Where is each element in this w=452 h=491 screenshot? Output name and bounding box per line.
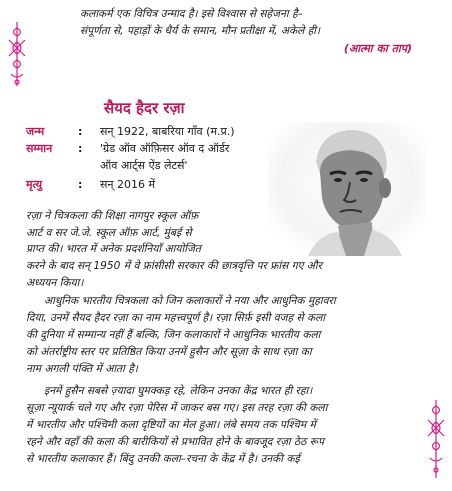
para-line: को अंतर्राष्ट्रीय स्तर पर प्रतिष्ठित किया उनमें हुसैन और सूज़ा के साथ रज़ा का bbox=[26, 346, 312, 358]
body-paragraph-2 bbox=[26, 383, 422, 468]
para-line: में भारतीय और पश्चिमी कला दृष्टियों का मेल हुआ। लंबे समय तक पश्चिम में bbox=[26, 419, 316, 431]
intro-paragraph-continued bbox=[26, 258, 422, 291]
death-label: मृत्यु bbox=[26, 178, 43, 191]
decorative-ornament-top-left bbox=[6, 20, 28, 88]
para-line: रहने और वहाँ की कला की बारीकियों से प्रभावित होने के बावजूद रज़ा ठेठ रूप bbox=[26, 436, 324, 448]
para-line: की दुनिया में सम्मान्य नहीं हैं बल्कि, जिन कलाकारों ने आधुनिक भारतीय कला bbox=[26, 329, 321, 341]
honor-value-continued: ऑव आर्ट्स ऐंड लेटर्स' bbox=[100, 159, 188, 172]
honor-value: 'ग्रेड ऑव ऑफ़िसर ऑव द ऑर्डर bbox=[100, 142, 230, 155]
quote-source: (आत्मा का ताप) bbox=[343, 42, 412, 55]
body-paragraph-1 bbox=[26, 293, 422, 378]
colon: : bbox=[78, 125, 83, 138]
bio-honor-row bbox=[26, 141, 229, 156]
birth-value: सन् 1922, बाबरिया गाँव (म.प्र.) bbox=[100, 125, 235, 138]
intro-line: रज़ा ने चित्रकला की शिक्षा नागपुर स्कूल ऑफ़ bbox=[26, 210, 199, 222]
epigraph-quote bbox=[80, 6, 420, 40]
colon: : bbox=[78, 142, 83, 155]
colon: : bbox=[78, 178, 83, 191]
author-name: सैयद हैदर रज़ा bbox=[104, 99, 185, 117]
para-line: नाम अगली पंक्ति में आता है। bbox=[26, 363, 138, 375]
bio-birth-row bbox=[26, 124, 235, 139]
author-portrait bbox=[268, 122, 426, 256]
quote-line: कलाकर्म एक विचित्र उन्माद है। इसे विश्वास से सहेजना है– bbox=[80, 8, 303, 20]
birth-label: जन्म bbox=[26, 125, 45, 138]
decorative-ornament-bottom-right bbox=[425, 398, 447, 480]
intro-paragraph bbox=[26, 208, 262, 258]
para-line: सूज़ा न्यूयार्क चले गए और रज़ा पेरिस में जाकर बस गए। इस तरह रज़ा की कला bbox=[26, 402, 328, 414]
bio-death-row bbox=[26, 177, 155, 192]
honor-label: सम्मान bbox=[26, 142, 53, 155]
intro-line: प्राप्त की। भारत में अनेक प्रदर्शनियाँ आयोजित bbox=[26, 243, 201, 255]
para-line: इनमें हुसैन सबसे ज़्यादा घुमक्कड़ रहे, लेकिन उनका केंद्र भारत ही रहा। bbox=[44, 385, 313, 397]
death-value: सन् 2016 में bbox=[100, 178, 156, 191]
intro-line: आर्ट व सर जे.जे. स्कूल ऑफ़ आर्ट, मुंबई से bbox=[26, 226, 192, 239]
quote-line: संपूर्णता से, पहाड़ों के धैर्य के समान, मौन प्रतीक्षा में, अकेले ही। bbox=[80, 25, 321, 37]
para-line: दिया, उनमें सैयद हैदर रज़ा का नाम महत्त्वपूर्ण है। रज़ा सिर्फ़ इसी वजह से कला bbox=[26, 312, 326, 324]
para-line: से भारतीय कलाकार हैं। बिंदु उनकी कला–रचना के केंद्र में है। उनकी कई bbox=[26, 453, 300, 465]
intro-line: करने के बाद सन् 1950 में वे फ्रांसीसी सरकार की छात्रवृत्ति पर फ्रांस गए और bbox=[26, 260, 322, 272]
para-line: आधुनिक भारतीय चित्रकला को जिन कलाकारों ने नया और आधुनिक मुहावरा bbox=[44, 295, 336, 307]
intro-line: अध्ययन किया। bbox=[26, 276, 84, 289]
